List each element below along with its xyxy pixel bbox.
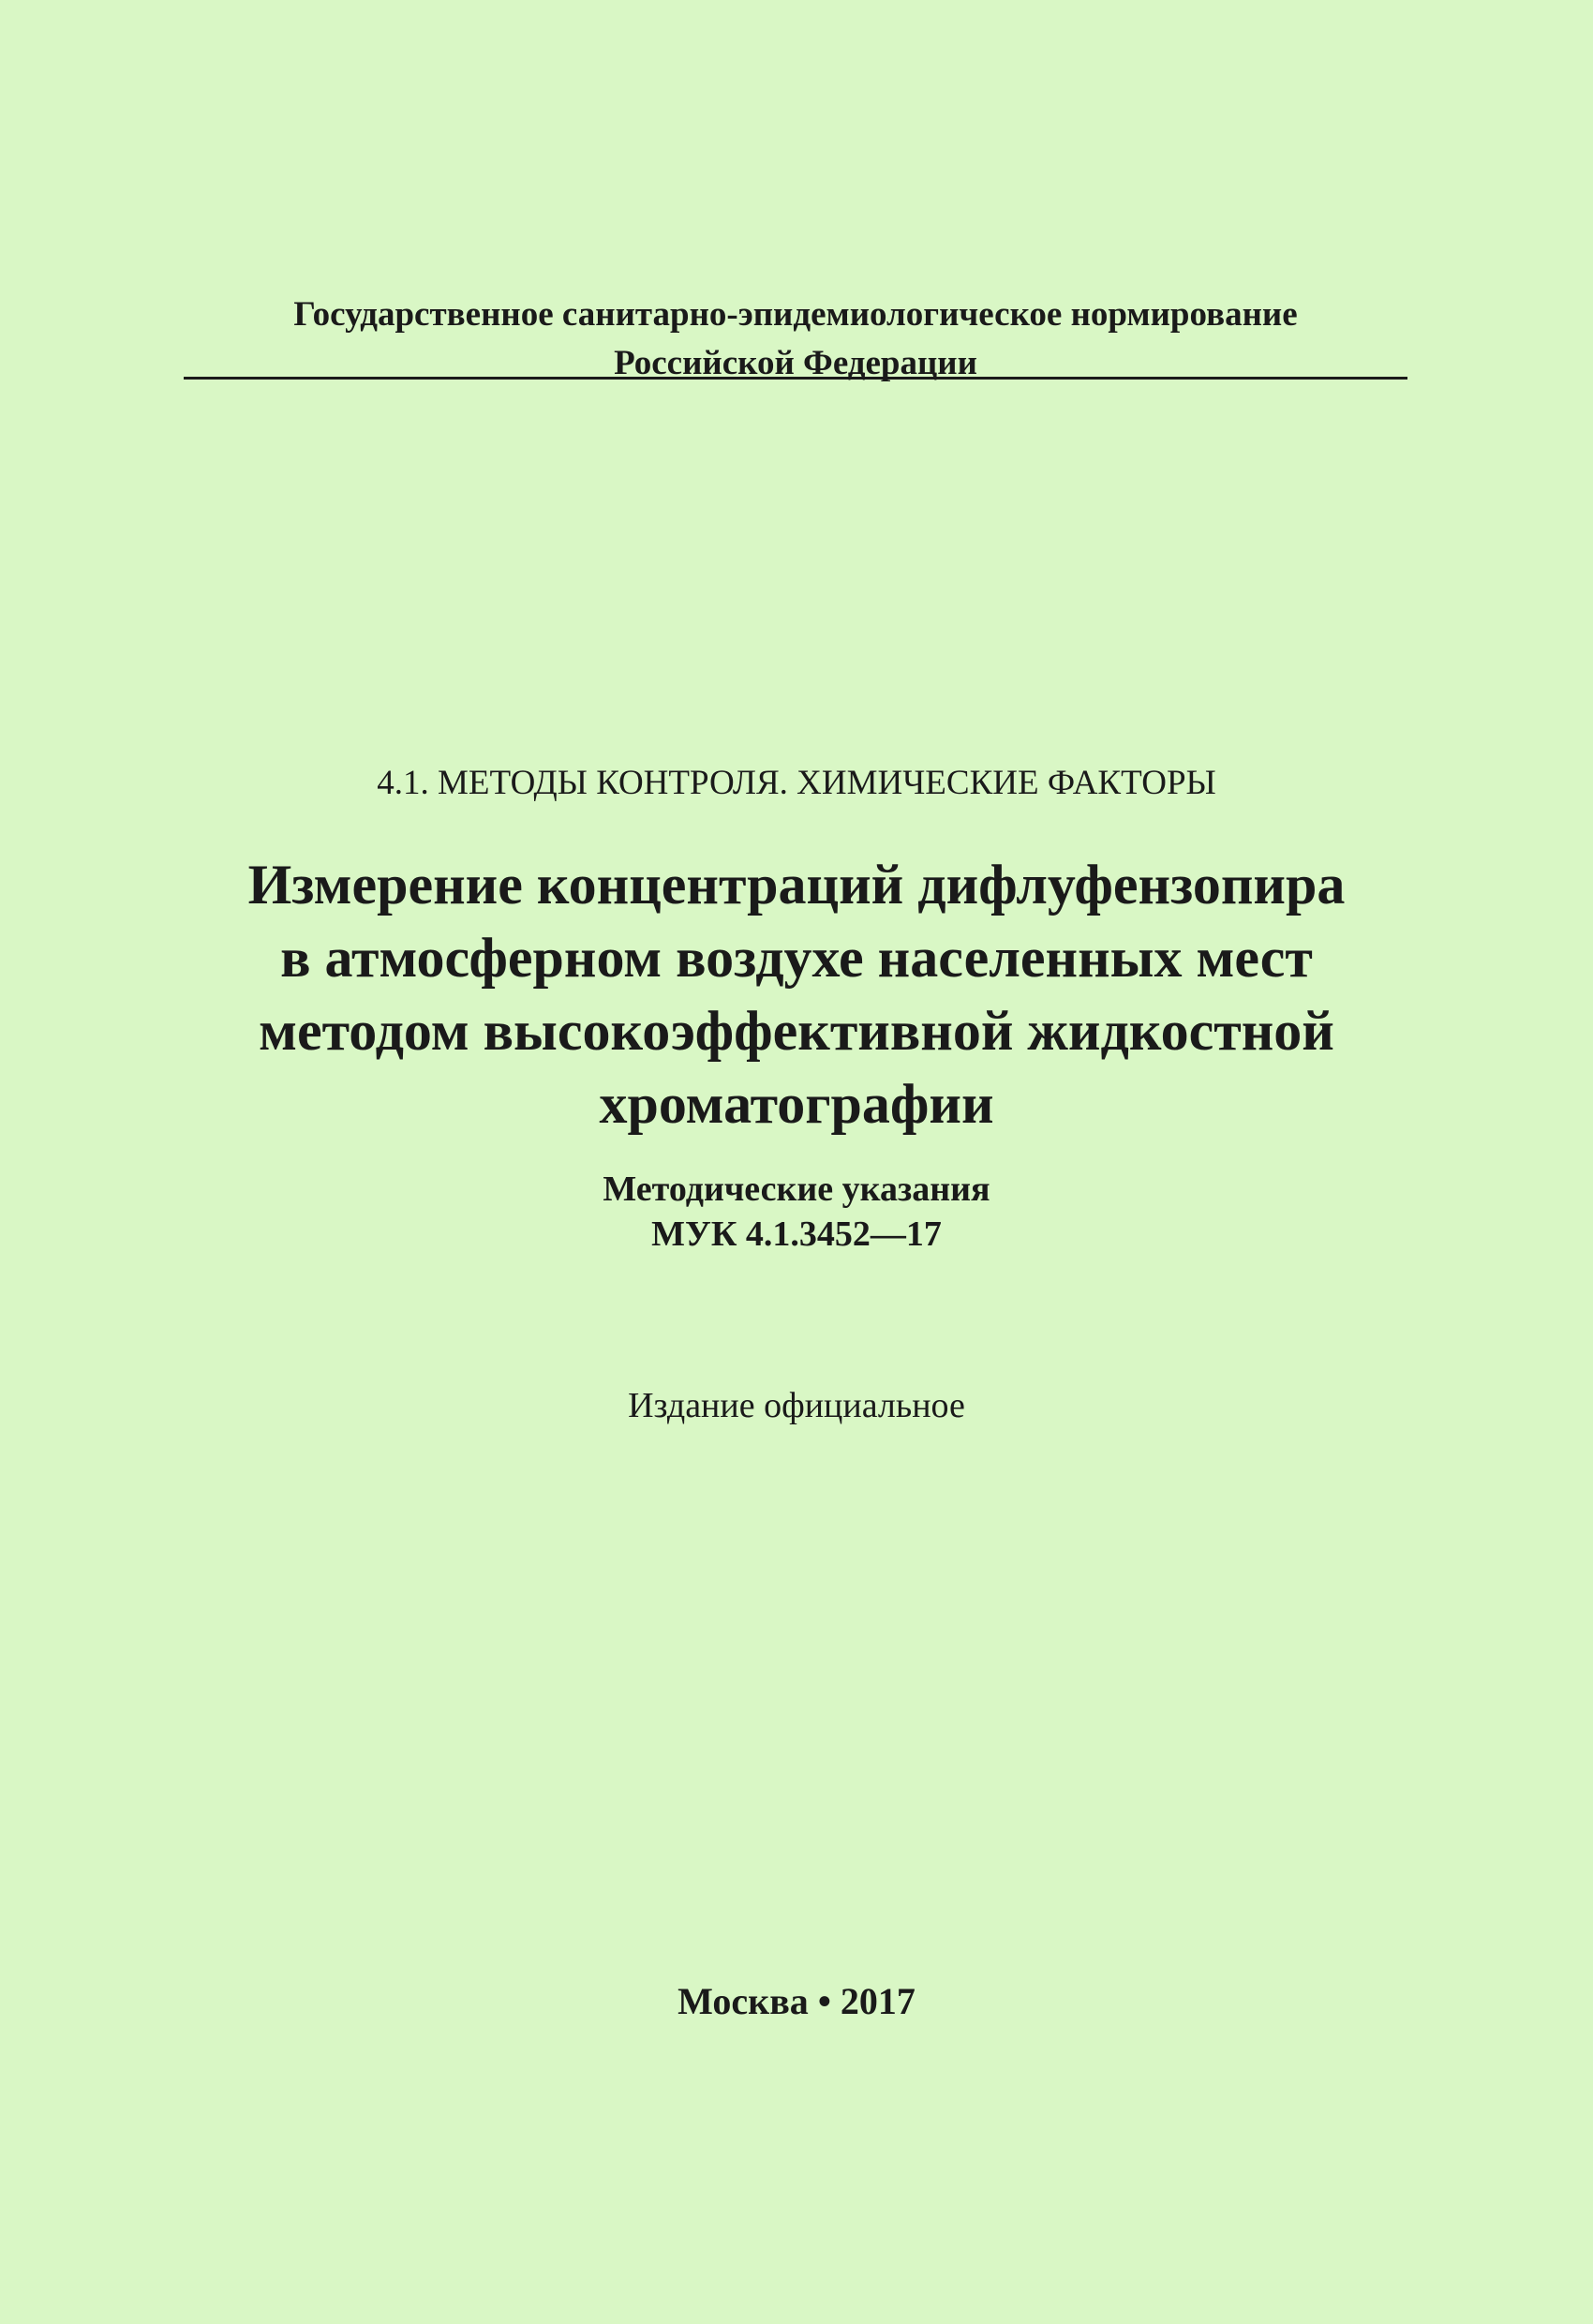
imprint-separator: • — [817, 1980, 831, 2022]
title-line-3: методом высокоэффективной жидкостной — [259, 1000, 1334, 1062]
header-divider — [184, 377, 1407, 380]
issuing-body-line-1: Государственное санитарно-эпидемиологическое нормирование — [293, 295, 1298, 334]
imprint-city: Москва — [677, 1980, 809, 2022]
issuing-body-header — [184, 290, 1407, 388]
document-title — [0, 848, 1593, 1140]
imprint — [0, 1977, 1593, 2026]
title-line-2: в атмосферном воздухе населенных мест — [280, 927, 1313, 989]
issuing-body-line-2: Российской Федерации — [614, 344, 977, 382]
document-type-block — [0, 1167, 1593, 1257]
imprint-year: 2017 — [840, 1980, 916, 2022]
title-line-1: Измерение концентраций дифлуфензопира — [247, 854, 1346, 916]
series-heading: 4.1. МЕТОДЫ КОНТРОЛЯ. ХИМИЧЕСКИЕ ФАКТОРЫ — [377, 764, 1216, 802]
document-code: МУК 4.1.3452—17 — [651, 1214, 942, 1254]
title-line-4: хроматографии — [599, 1073, 994, 1135]
document-kind: Методические указания — [603, 1169, 990, 1209]
edition-note: Издание официальное — [628, 1386, 965, 1425]
